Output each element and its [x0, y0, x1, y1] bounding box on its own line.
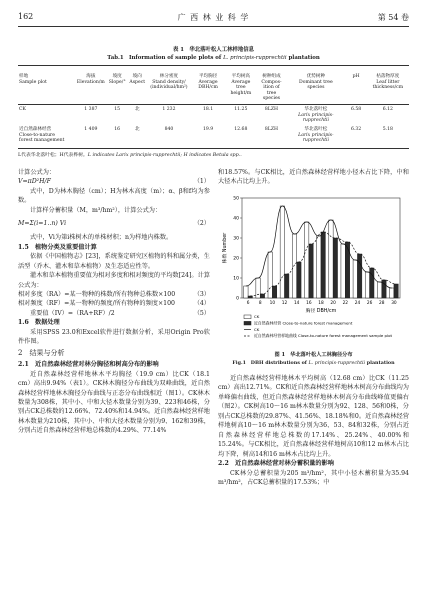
text-r3: CK林分总蓄积量为205 m³/hm²，其中小径木蓄积量为35.94 m³/hm²，占CK总蓄积量的17.53%；中 — [218, 469, 409, 486]
bar-close-to-nature — [309, 244, 313, 298]
table-cell-ph: 6.32 — [350, 127, 362, 132]
table-cell-elevation: 1 409 — [84, 127, 98, 132]
equation-2: M=Σ(i=1..n) Vi （2） — [18, 220, 210, 228]
x-tick-label: 14 — [293, 301, 300, 306]
x-tick-label: 24 — [354, 301, 361, 306]
bar-close-to-nature — [297, 262, 301, 298]
equation-5: 重要值（IV）=（RA+RF）/2 （5） — [30, 309, 210, 317]
legend-close-to-nature-bar: 近自然森林经营 Close-to-nature forest management — [254, 320, 353, 326]
bar-ck — [244, 286, 248, 298]
legend-ck-curve: CK — [254, 326, 260, 332]
section-2-1: 2.1 近自然森林经营对林分胸径和树高分布的影响 — [18, 361, 159, 369]
left-column — [18, 168, 210, 436]
table-cell-composition: 8LZH — [264, 127, 279, 132]
bar-ck — [304, 222, 308, 298]
figure-caption-cn: 图 1 华北落叶松人工林胸径分布 — [274, 352, 353, 358]
section-2: 2 结果与分析 — [18, 348, 65, 357]
legend-close-to-nature-bar-swatch — [244, 321, 251, 325]
table-header-cell: 坡向 Aspect — [129, 74, 146, 85]
table-note: L代表华北落叶松；H代表桦树。L indicates Larix principis-rupprechtii; H indicates Betula spp.. — [18, 153, 242, 158]
y-axis-label: 株数 Number — [223, 232, 228, 264]
equation-4: 相对频度（RF）=某一物种的频度/所有物种的频度×100 （4） — [18, 300, 210, 308]
table-cell-height: 12.68 — [234, 127, 248, 132]
table-bottom-rule — [18, 148, 409, 149]
table-cell-slope: 15 — [114, 107, 121, 112]
y-tick-label: 10 — [233, 276, 239, 282]
bar-ck — [256, 278, 260, 298]
table-header-cell: 平均树高 Average tree height/m — [230, 74, 252, 96]
table-cell-height: 11.25 — [234, 107, 248, 112]
x-axis-label: 胸径 DBH/cm — [305, 309, 337, 314]
text-p6: 灌木和草本植物重要值为相对多度和相对频度的平均数[24]。计算公式为： — [18, 272, 210, 289]
table-cell-litter: 5.18 — [382, 127, 393, 132]
table-cell-dbh: 18.1 — [202, 107, 214, 112]
x-tick-label: 6 — [246, 301, 250, 306]
x-tick-label: 26 — [366, 301, 373, 306]
legend-close-to-nature-curve: 近自然森林经营样地曲线 Close-to-nature forest management sample plot — [254, 333, 392, 339]
table-cell-plot: CK — [19, 107, 26, 112]
table-header-cell: 平均胸径 Average DBH/cm — [198, 74, 218, 91]
table-cell-slope: 16 — [114, 127, 121, 132]
y-tick-label: 50 — [233, 196, 239, 202]
x-tick-label: 28 — [379, 301, 385, 306]
table-header-cell: pH — [352, 74, 360, 79]
table-top-rule — [18, 65, 409, 66]
y-tick-label: 20 — [233, 256, 239, 262]
section-1-6: 1.6 数据处理 — [18, 319, 60, 327]
bar-ck — [365, 272, 369, 298]
bar-close-to-nature — [260, 294, 264, 298]
legend-ck-bar: CK — [254, 314, 260, 319]
text-r2: 近自然森林经营样地林木平均树高（12.68 cm）比CK（11.25 cm）高出12.71%。CK和近自然森林经营样地林木树高分布曲线均为单峰偏右曲线，但近自然森林经营样地林木树高分布曲线峰值更偏右（图2）。CK树高10～16 m林木数量分别为92、128、56和0株，分别占CK总株数的29.87%、41.56%、18.18%和0。近自然森林经营样地树高10～16 m林木数量分别为36、53、84和32株，分别占近自然森林经营样地总株数的17.14%、25.24%、40.00%和15.24%。与CK相比，近自然森林经营样地树高10和12 m林木占比均下降，树高14和16 m林木占比均上升。 — [218, 375, 409, 458]
table-header-cell: 海拔 Elevation/m — [76, 74, 105, 85]
right-column-bottom — [218, 374, 409, 487]
x-tick-label: 10 — [269, 301, 276, 306]
text-p8: 近自然森林经营样地林木平均胸径（19.9 cm）比CK（18.1 cm）高出9.94%（表1）。CK林木胸径分布曲线为双峰曲线，近自然森林经营样地林木胸径分布曲线与正态分布曲线相近（图1）。CK林木数量为308株，其中小、中和大径木数量分别为39、223和46株，分别占CK总株数的12.66%、72.40%和14.94%。近自然森林经营样地林木数量为210株，其中小、中和大径木数量分别为9、162和39株，分别占近自然森林经营样地总株数的4.29%、77.14% — [18, 370, 210, 435]
table-title-cn: 表 1 华北落叶松人工林样地信息 — [172, 47, 255, 53]
table-header-cell: 坡度 Slope/° — [108, 74, 126, 85]
text-p5: 依据《中国植物志》[23]，系统鉴定研究区植物的科和属分类，生活型（乔木、灌木和草本植物）及生态适应性等。 — [18, 253, 210, 270]
table-cell-aspect: 北 — [134, 107, 140, 112]
table-cell-density: 1 232 — [162, 107, 176, 112]
bar-ck — [280, 206, 284, 298]
journal-title: 广 西 林 业 科 学 — [177, 13, 250, 22]
table-row — [18, 104, 409, 125]
table-header-cell: 树种组成 Compos- ition of tree species — [261, 74, 282, 102]
header-rule — [18, 26, 409, 27]
y-tick-label: 30 — [233, 236, 239, 242]
bar-ck — [341, 244, 345, 298]
table-cell-elevation: 1 387 — [84, 107, 98, 112]
table-cell-density: 840 — [164, 127, 174, 132]
bar-ck — [377, 282, 381, 298]
table-header-rule — [18, 104, 409, 105]
bar-close-to-nature — [333, 238, 337, 298]
x-tick-label: 18 — [318, 301, 324, 306]
dbh-distribution-chart — [218, 192, 409, 350]
table-header-cell: 优势树种 Dominant tree species — [299, 74, 333, 91]
text-p4: 式中，Vi为第i株树木的单株材积；n为样地内株数。 — [30, 234, 173, 242]
table-title-en: Tab.1 Information of sample plots of L. principis-rupprechtii plantation — [107, 55, 320, 61]
bar-close-to-nature — [357, 254, 361, 298]
x-tick-label: 8 — [258, 301, 262, 306]
bar-ck — [329, 220, 333, 298]
bar-close-to-nature — [321, 232, 325, 298]
table-header-cell: 样地 Sample plot — [19, 74, 47, 85]
equation-3: 相对多度（RA）=某一物种的株数/所有物种总株数×100 （3） — [18, 290, 210, 298]
page-number: 162 — [18, 12, 34, 21]
text-p7: 采用SPSS 23.0和Excel软件进行数据分析，采用Origin Pro软件作图。 — [18, 328, 210, 346]
bar-close-to-nature — [394, 284, 398, 298]
table-header-cell: 枯落物厚度 Leaf litter thickness/cm — [372, 74, 404, 91]
table-cell-dbh: 19.9 — [202, 127, 214, 132]
equation-1: V=πD²H/F （1） — [18, 178, 210, 186]
volume-label: 第 54 卷 — [377, 13, 409, 22]
table-cell-dominant: 华北落叶松 Larix principis- rupprechtii — [298, 107, 334, 124]
text-r1: 和18.57%。与CK相比，近自然森林经营样地小径木占比下降，中和大径木占比均上升。 — [218, 169, 409, 186]
x-tick-label: 12 — [281, 301, 288, 306]
x-tick-label: 16 — [306, 301, 312, 306]
x-tick-label: 30 — [391, 301, 397, 306]
table-header-cell: 林分密度 Stand density/ (individual/hm²) — [150, 74, 188, 91]
text-p1: 计算公式为： — [18, 169, 56, 176]
section-2-2: 2.2 近自然森林经营对林分蓄积量的影响 — [218, 460, 334, 468]
table-cell-composition: 8LZH — [264, 107, 279, 112]
bar-close-to-nature — [272, 286, 276, 298]
table-cell-ph: 6.58 — [350, 107, 362, 112]
text-p3: 计算样分蓄积量（M，m³/hm²），计算公式为： — [30, 206, 162, 214]
bar-ck — [353, 260, 357, 298]
x-tick-label: 22 — [342, 301, 349, 306]
bar-ck — [317, 236, 321, 298]
figure-caption-en: Fig.1 DBH distributions of L. principis-rupprechtii plantation — [232, 360, 395, 366]
table-cell-aspect: 北 — [134, 127, 140, 132]
text-p2: 式中，D为林木胸径（cm）；H为林木高度（m）；α、β和f均为参数。 — [18, 187, 210, 205]
bar-ck — [292, 234, 296, 298]
table-cell-dominant: 华北落叶松 Larix principis- rupprechtii — [298, 127, 334, 144]
x-tick-label: 20 — [330, 301, 336, 306]
sample-plot-table — [18, 74, 409, 146]
right-column-top — [218, 168, 409, 187]
table-cell-litter: 6.12 — [382, 107, 393, 112]
bar-close-to-nature — [285, 274, 289, 298]
table-row — [18, 125, 409, 146]
bar-close-to-nature — [345, 242, 349, 298]
section-1-5: 1.5 植物分类及重要值计算 — [18, 243, 97, 251]
legend-ck-bar-swatch — [244, 315, 251, 319]
bar-ck — [390, 288, 394, 298]
y-tick-label: 40 — [233, 216, 239, 222]
y-tick-label: 0 — [236, 296, 239, 302]
bar-close-to-nature — [370, 268, 374, 298]
bar-ck — [268, 252, 272, 298]
table-cell-plot: 近自然森林经营 Close-to-nature forest management — [19, 127, 65, 144]
